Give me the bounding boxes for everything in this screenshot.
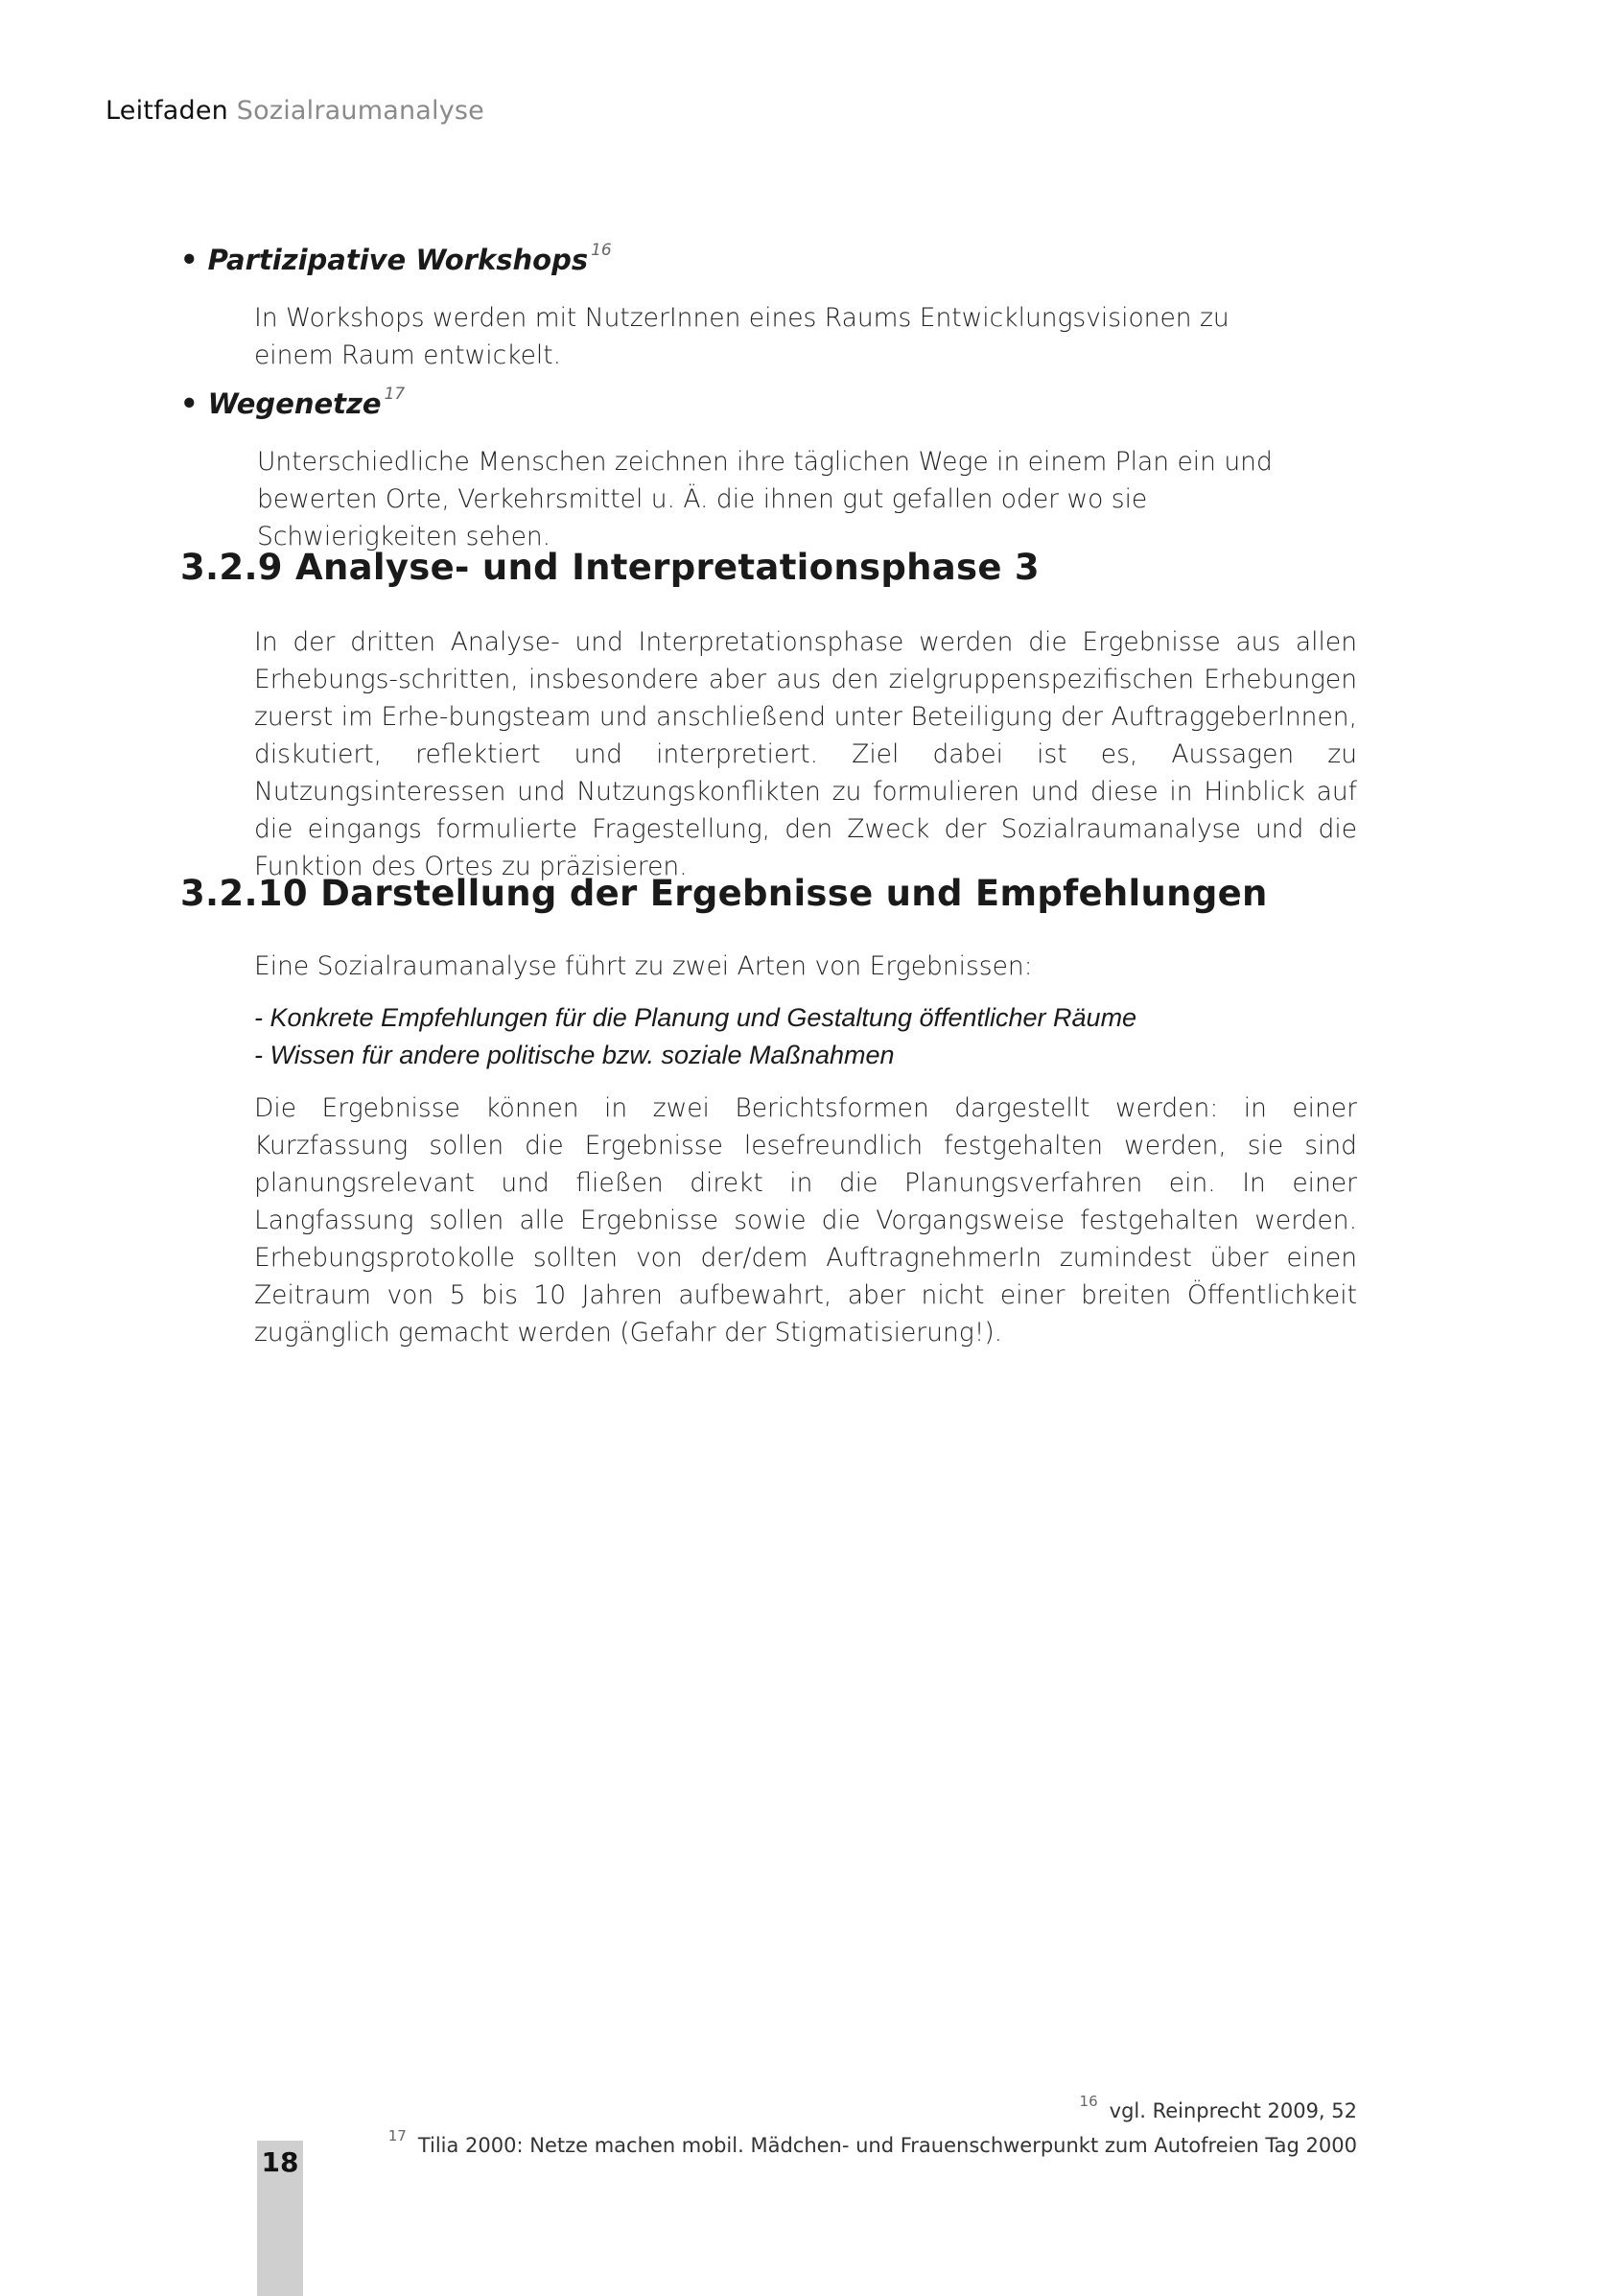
list-item: - Konkrete Empfehlungen für die Planung und Gestaltung öffentlicher Räume (254, 1003, 1137, 1032)
results-list (254, 999, 1357, 1074)
page-number: 18 (261, 2146, 299, 2178)
footnote-number: 16 (1079, 2093, 1098, 2110)
section-heading-3210: 3.2.10 Darstellung der Ergebnisse und Empfehlungen (180, 873, 1268, 914)
section-heading-329: 3.2.9 Analyse- und Interpretationsphase 3 (180, 547, 1040, 588)
footnote-text: Tilia 2000: Netze machen mobil. Mädchen- und Frauenschwerpunkt zum Autofreien Tag 2000 (417, 2134, 1357, 2157)
footnote-text: vgl. Reinprecht 2009, 52 (1109, 2099, 1357, 2122)
footnote-ref-17: 17 (384, 385, 406, 405)
bullet-text-workshops: In Workshops werden mit NutzerInnen eines Raums Entwicklungsvisionen zu einem Raum entwickelt. (254, 303, 1230, 370)
bullet-title-text: • Partizipative Workshops (180, 244, 589, 276)
footnotes (386, 2091, 1357, 2160)
section-text-329: In der dritten Analyse- und Interpretationsphase werden die Ergebnisse aus allen Erhebungs-schritten, insbesondere aber aus den zielgruppenspezifischen Erhebungen zuerst im Erhe-bungsteam und anschließend unter Beteiligung der AuftraggeberInnen, diskutiert, reflektiert und interpretiert. Ziel dabei ist es, Aussagen zu Nutzungsinteressen und Nutzungskonflikten zu formulieren und diese in Hinblick auf die eingangs formulierte Fragestellung, den Zweck der Sozialraumanalyse und die Funktion des Ortes zu präzisieren. (254, 627, 1357, 881)
running-header (105, 96, 484, 126)
header-title: Leitfaden (105, 96, 228, 126)
footnote-16 (386, 2091, 1357, 2125)
list-item: - Wissen für andere politische bzw. soziale Maßnahmen (254, 1041, 895, 1069)
section-text-3210: Die Ergebnisse können in zwei Berichtsformen dargestellt werden: in einer Kurzfassung sollen die Ergebnisse lesefreundlich festgehalten werden, sie sind planungsrelevant und fließen direkt in die Planungsverfahren ein. In einer Langfassung sollen alle Ergebnisse sowie die Vorgangsweise festgehalten werden. Erhebungsprotokolle sollten von der/dem AuftragnehmerIn zumindest über einen Zeitraum von 5 bis 10 Jahren aufbewahrt, aber nicht einer breiten Öffentlichkeit zugänglich gemacht werden (Gefahr der Stigmatisierung!). (254, 1093, 1357, 1347)
footnote-17 (386, 2125, 1357, 2160)
page-tab (257, 2141, 303, 2296)
section-intro-3210: Eine Sozialraumanalyse führt zu zwei Arten von Ergebnissen: (254, 951, 1033, 981)
footnote-ref-16: 16 (591, 241, 612, 261)
bullet-title-workshops (180, 241, 612, 276)
footnote-number: 17 (387, 2127, 407, 2144)
bullet-text-wegenetze: Unterschiedliche Menschen zeichnen ihre täglichen Wege in einem Plan ein und bewerten Orte, Verkehrsmittel u. Ä. die ihnen gut gefallen oder wo sie Schwierigkeiten sehen. (257, 447, 1273, 551)
header-subtitle: Sozialraumanalyse (236, 96, 484, 126)
bullet-title-wegenetze (180, 387, 405, 420)
bullet-title-text: • Wegenetze (180, 387, 382, 420)
